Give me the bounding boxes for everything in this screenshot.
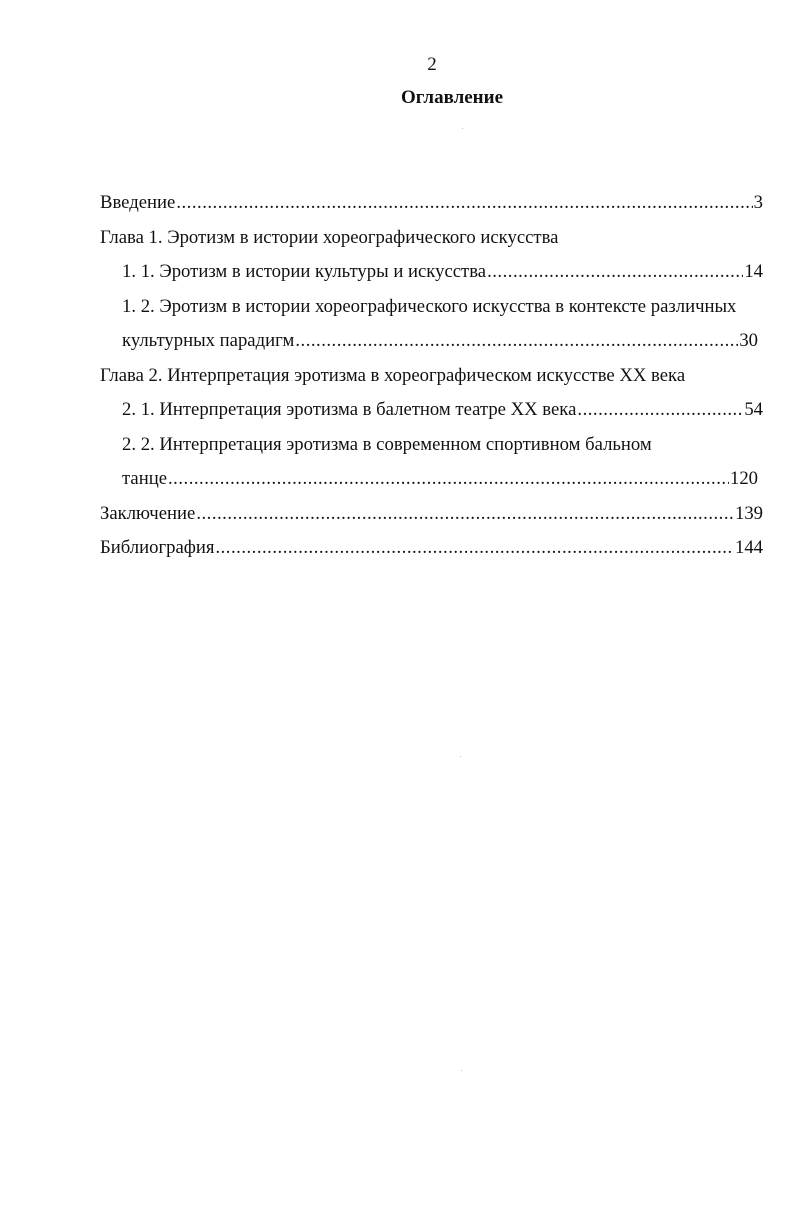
toc-entry-chapter-2: [100, 361, 763, 396]
dot-leader: [215, 533, 734, 563]
toc-entry-page: 139: [734, 502, 763, 524]
toc-entry-section-2-2: [100, 430, 763, 465]
dot-leader: [487, 257, 743, 287]
dot-leader: [577, 395, 743, 425]
toc-entry-text: Глава 2. Интерпретация эротизма в хореографическом искусстве ХХ века: [100, 364, 686, 386]
toc-entry-section-2-2-continued: [100, 464, 763, 499]
dot-leader: [176, 188, 752, 218]
toc-entry-chapter-1: [100, 223, 763, 258]
toc-entry-page: 144: [734, 537, 763, 558]
toc-entry-text: 2. 2. Интерпретация эротизма в современном спортивном бальном: [122, 433, 652, 455]
toc-entry-text: 1. 2. Эротизм в истории хореографического искусства в контексте различных: [122, 295, 737, 317]
toc-entry-text: 1. 1. Эротизм в истории культуры и искусства: [122, 261, 487, 282]
toc-entry-conclusion: [100, 499, 763, 534]
toc-entry-page: 14: [744, 261, 763, 282]
toc-entry-text: 2. 1. Интерпретация эротизма в балетном театре ХХ века: [122, 399, 577, 420]
page-number: 2: [427, 54, 437, 75]
toc-entry-page: 120: [729, 468, 758, 489]
toc-entry-section-2-1: [100, 395, 763, 430]
toc-entry-text: Введение: [100, 192, 176, 213]
dot-leader: [196, 499, 734, 529]
toc-entry-section-1-2-continued: [100, 326, 763, 361]
dot-leader: [168, 464, 729, 494]
scan-speck: [460, 756, 461, 757]
toc-entry-introduction: [100, 188, 763, 223]
toc-entry-text: Заключение: [100, 502, 196, 524]
toc-entry-text: Глава 1. Эротизм в истории хореографического искусства: [100, 226, 559, 248]
toc-entry-text-continued: танце: [122, 468, 167, 489]
toc-entry-section-1-2: [100, 292, 763, 327]
dot-leader: [295, 326, 738, 356]
toc-entry-page: 3: [753, 192, 763, 213]
toc-entry-page: 54: [744, 399, 763, 420]
table-of-contents: [100, 188, 763, 568]
toc-entry-page: 30: [739, 330, 758, 351]
toc-entry-bibliography: [100, 533, 763, 568]
page-title: [0, 84, 796, 112]
scan-speck: [462, 128, 463, 129]
toc-entry-text-continued: культурных парадигм: [122, 330, 295, 351]
scan-speck: [461, 1070, 462, 1071]
toc-entry-section-1-1: [100, 257, 763, 292]
toc-entry-text: Библиография: [100, 537, 215, 558]
toc-heading: Оглавление: [400, 87, 504, 108]
